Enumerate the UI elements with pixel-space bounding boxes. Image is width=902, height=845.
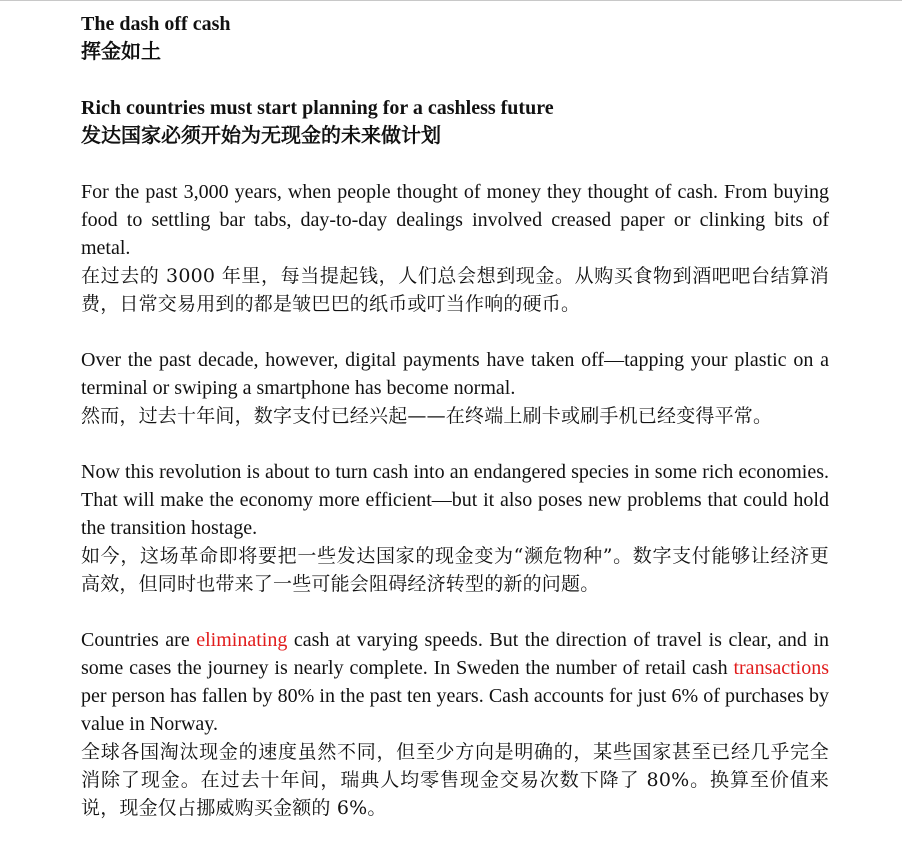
- top-divider: [0, 0, 902, 1]
- article-subtitle-en: Rich countries must start planning for a cashless future: [81, 97, 554, 119]
- paragraph-4-part-2: cash at varying speeds. But the direction of travel is clear, and in some cases the journey is nearly complete. In Sweden the number of retail cash: [81, 629, 830, 679]
- article-title-zh: 挥金如土: [81, 41, 161, 63]
- highlighted-word-eliminating: eliminating: [196, 629, 288, 651]
- paragraph-4-part-1: Countries are: [81, 629, 197, 651]
- highlighted-word-transactions: transactions: [733, 657, 829, 679]
- paragraph-2-en: Over the past decade, however, digital payments have taken off—tapping your plastic on a terminal or swiping a smartphone has become normal.: [81, 349, 829, 399]
- spacer: [81, 150, 829, 178]
- paragraph-1-zh: 在过去的 3000 年里，每当提起钱，人们总会想到现金。从购买食物到酒吧吧台结算消费，日常交易用到的都是皱巴巴的纸币或叮当作响的硬币。: [81, 265, 829, 315]
- paragraph-3-en: Now this revolution is about to turn cash into an endangered species in some rich economies. That will make the economy more efficient—but it also poses new problems that could hold the transition hostage.: [81, 461, 829, 539]
- spacer: [81, 318, 829, 346]
- paragraph-4-en: [81, 626, 829, 738]
- article-title-en: The dash off cash: [81, 13, 231, 35]
- paragraph-4-part-3: per person has fallen by 80% in the past ten years. Cash accounts for just 6% of purchases by value in Norway.: [81, 685, 829, 735]
- spacer: [81, 598, 829, 626]
- spacer: [81, 430, 829, 458]
- article-subtitle-zh: 发达国家必须开始为无现金的未来做计划: [81, 125, 441, 147]
- spacer: [81, 66, 829, 94]
- paragraph-3-zh: 如今，这场革命即将要把一些发达国家的现金变为“濒危物种”。数字支付能够让经济更高效，但同时也带来了一些可能会阻碍经济转型的新的问题。: [81, 545, 829, 595]
- paragraph-2-zh: 然而，过去十年间，数字支付已经兴起——在终端上刷卡或刷手机已经变得平常。: [81, 405, 773, 427]
- paragraph-1-en: For the past 3,000 years, when people thought of money they thought of cash. From buying food to settling bar tabs, day-to-day dealings involved creased paper or clinking bits of metal.: [81, 181, 829, 259]
- paragraph-4-zh: 全球各国淘汰现金的速度虽然不同，但至少方向是明确的，某些国家甚至已经几乎完全消除了现金。在过去十年间，瑞典人均零售现金交易次数下降了 80%。换算至价值来说，现金仅占挪威购买金额的 6%。: [81, 741, 829, 819]
- article: [81, 10, 829, 822]
